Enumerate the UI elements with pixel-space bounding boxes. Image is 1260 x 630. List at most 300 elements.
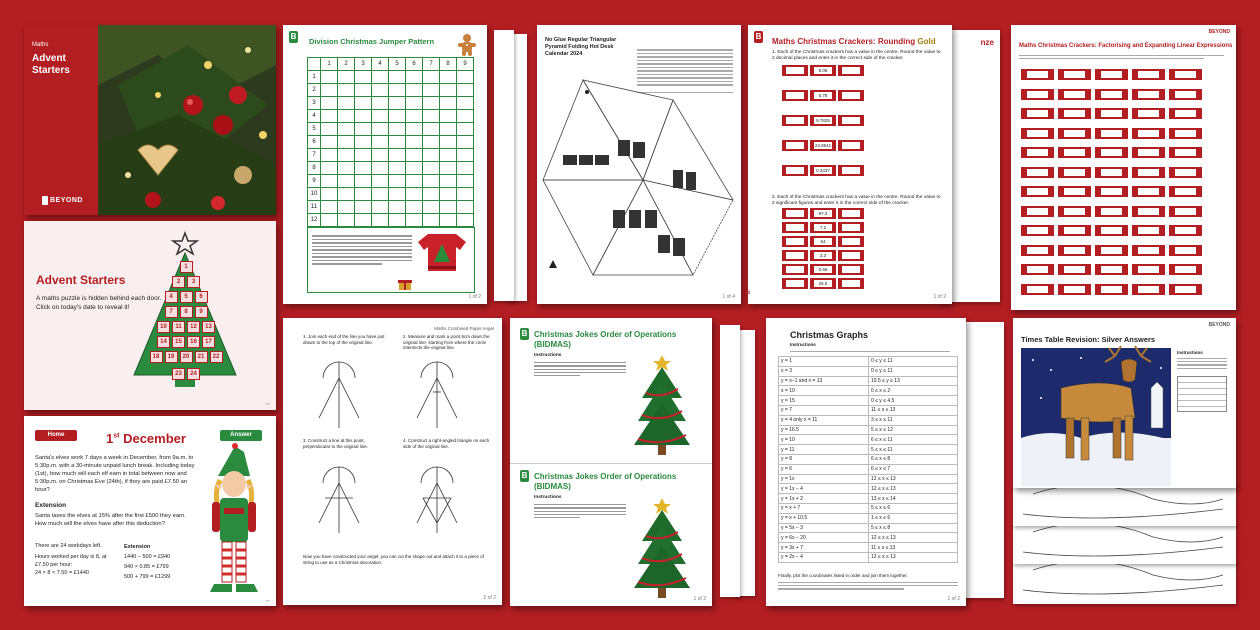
grid-col-header: 3: [355, 58, 372, 71]
grid-cell[interactable]: [406, 110, 423, 123]
factor-cracker[interactable]: [1058, 89, 1091, 100]
cover-slide[interactable]: [24, 25, 276, 215]
jumper-worksheet[interactable]: [283, 25, 487, 304]
factor-cracker[interactable]: [1132, 206, 1165, 217]
grid-cell[interactable]: [372, 214, 389, 227]
factor-cracker[interactable]: [1095, 108, 1128, 119]
cracker-answer-box[interactable]: [786, 266, 804, 273]
factor-cracker-row: [1021, 69, 1202, 80]
grid-row-header: 8: [308, 162, 321, 175]
factor-cracker[interactable]: [1021, 225, 1054, 236]
grid-cell[interactable]: [406, 175, 423, 188]
grid-cell[interactable]: [389, 110, 406, 123]
factor-cracker[interactable]: [1021, 128, 1054, 139]
factor-cracker[interactable]: [1021, 69, 1054, 80]
factor-cracker-row: [1021, 128, 1202, 139]
grid-cell[interactable]: [338, 175, 355, 188]
grid-cell[interactable]: [321, 84, 338, 97]
grid-cell[interactable]: [406, 84, 423, 97]
factor-cracker[interactable]: [1169, 167, 1202, 178]
grid-cell[interactable]: [355, 123, 372, 136]
grid-cell[interactable]: [355, 110, 372, 123]
grid-cell[interactable]: [389, 214, 406, 227]
grid-cell[interactable]: [321, 201, 338, 214]
cracker[interactable]: [782, 278, 808, 289]
cracker[interactable]: [838, 208, 864, 219]
cracker[interactable]: [782, 208, 808, 219]
grid-cell[interactable]: [355, 136, 372, 149]
grid-cell[interactable]: [457, 188, 474, 201]
cracker-answer-box[interactable]: [786, 224, 804, 231]
factor-cracker[interactable]: [1058, 167, 1091, 178]
cracker-answer-box[interactable]: [786, 117, 804, 124]
graphs-range: 11 ≤ x ≤ 13: [869, 405, 958, 415]
grid-cell[interactable]: [440, 149, 457, 162]
cracker-answer-box[interactable]: [842, 92, 860, 99]
factor-cracker[interactable]: [1058, 128, 1091, 139]
grid-cell[interactable]: [389, 71, 406, 84]
cracker-answer-box[interactable]: [842, 252, 860, 259]
pyramid-net: [543, 60, 735, 290]
grid-cell[interactable]: [321, 123, 338, 136]
grid-cell[interactable]: [440, 97, 457, 110]
grid-col-header: 5: [389, 58, 406, 71]
cracker-answer-box[interactable]: [786, 280, 804, 287]
factor-cracker[interactable]: [1095, 69, 1128, 80]
grid-cell[interactable]: [372, 188, 389, 201]
cracker[interactable]: [838, 250, 864, 261]
advent-door[interactable]: 12: [187, 321, 200, 333]
cracker-answer-box[interactable]: [786, 92, 804, 99]
advent-door[interactable]: 10: [157, 321, 170, 333]
cracker-answer-box[interactable]: [842, 224, 860, 231]
grid-cell[interactable]: [355, 162, 372, 175]
graphs-row: [779, 415, 958, 425]
graphs-range: 10.5 ≤ y ≤ 13: [869, 376, 958, 386]
graphs-equation: y = 2x − 4: [779, 552, 869, 562]
december-title-num: 1: [106, 431, 114, 446]
grid-cell[interactable]: [355, 175, 372, 188]
grid-cell[interactable]: [406, 149, 423, 162]
graphs-equation: y = 7: [779, 405, 869, 415]
grid-cell[interactable]: [372, 71, 389, 84]
cracker[interactable]: [782, 140, 808, 151]
graphs-row: [779, 405, 958, 415]
grid-cell[interactable]: [389, 162, 406, 175]
factor-cracker[interactable]: [1132, 245, 1165, 256]
grid-cell[interactable]: [423, 175, 440, 188]
factor-cracker[interactable]: [1132, 128, 1165, 139]
grid-cell[interactable]: [355, 201, 372, 214]
grid-cell[interactable]: [423, 162, 440, 175]
answer-button[interactable]: Answer: [220, 430, 262, 441]
factor-cracker[interactable]: [1095, 128, 1128, 139]
jokes-worksheet[interactable]: [510, 318, 712, 606]
grid-cell[interactable]: [423, 214, 440, 227]
factor-cracker[interactable]: [1058, 225, 1091, 236]
factor-cracker[interactable]: [1132, 167, 1165, 178]
factor-cracker[interactable]: [1169, 128, 1202, 139]
grid-cell[interactable]: [389, 175, 406, 188]
cracker[interactable]: [782, 222, 808, 233]
grid-cell[interactable]: [372, 162, 389, 175]
cracker[interactable]: [782, 236, 808, 247]
page-number: 1 of 2: [693, 596, 706, 602]
factor-cracker[interactable]: [1058, 284, 1091, 295]
grid-cell[interactable]: [457, 110, 474, 123]
grid-cell[interactable]: [423, 136, 440, 149]
grid-cell[interactable]: [321, 149, 338, 162]
factor-cracker[interactable]: [1021, 89, 1054, 100]
grid-cell[interactable]: [338, 214, 355, 227]
advent-door[interactable]: 7: [165, 306, 178, 318]
grid-cell[interactable]: [440, 201, 457, 214]
factor-cracker[interactable]: [1021, 108, 1054, 119]
cracker-answer-box[interactable]: [842, 117, 860, 124]
graphs-range: 5 ≤ x ≤ 6: [869, 503, 958, 513]
grid-cell[interactable]: [406, 97, 423, 110]
advent-door[interactable]: 16: [187, 336, 200, 348]
advent-door[interactable]: 11: [172, 321, 185, 333]
graphs-worksheet[interactable]: [766, 318, 966, 606]
grid-cell[interactable]: [338, 162, 355, 175]
advent-door[interactable]: 17: [202, 336, 215, 348]
factor-cracker[interactable]: [1132, 186, 1165, 197]
factor-cracker[interactable]: [1021, 264, 1054, 275]
cracker-answer-box[interactable]: [842, 167, 860, 174]
grid-cell[interactable]: [321, 136, 338, 149]
grid-cell[interactable]: [440, 175, 457, 188]
graphs-range: 5 ≤ x ≤ 12: [869, 425, 958, 435]
grid-cell[interactable]: [372, 97, 389, 110]
cracker-answer-box[interactable]: [842, 280, 860, 287]
grid-cell[interactable]: [406, 123, 423, 136]
grid-cell[interactable]: [406, 188, 423, 201]
factor-cracker[interactable]: [1169, 206, 1202, 217]
cracker-answer-box[interactable]: [842, 210, 860, 217]
grid-cell[interactable]: [372, 110, 389, 123]
factor-cracker[interactable]: [1169, 186, 1202, 197]
factor-cracker[interactable]: [1021, 206, 1054, 217]
factor-cracker[interactable]: [1058, 186, 1091, 197]
cracker-answer-box[interactable]: [786, 238, 804, 245]
cracker[interactable]: [782, 264, 808, 275]
factor-cracker[interactable]: [1095, 167, 1128, 178]
calendar-worksheet[interactable]: [537, 25, 741, 304]
grid-cell[interactable]: [321, 214, 338, 227]
grid-cell[interactable]: [338, 84, 355, 97]
grid-cell[interactable]: [457, 71, 474, 84]
factor-cracker[interactable]: [1169, 225, 1202, 236]
cracker[interactable]: [838, 90, 864, 101]
cracker-answer-box[interactable]: [786, 67, 804, 74]
factor-cracker[interactable]: [1169, 108, 1202, 119]
grid-cell[interactable]: [406, 71, 423, 84]
advent-door[interactable]: 23: [172, 368, 185, 380]
cracker[interactable]: [782, 250, 808, 261]
grid-cell[interactable]: [372, 136, 389, 149]
grid-cell[interactable]: [389, 123, 406, 136]
factor-cracker[interactable]: [1132, 69, 1165, 80]
grid-cell[interactable]: [406, 162, 423, 175]
factor-cracker[interactable]: [1095, 89, 1128, 100]
cracker[interactable]: [838, 65, 864, 76]
angel-step-4: 4. Construct a right-angled triangle on each side of the original line.: [403, 438, 490, 449]
grid-cell[interactable]: [423, 123, 440, 136]
grid-cell[interactable]: [457, 214, 474, 227]
grid-cell[interactable]: [389, 201, 406, 214]
advent-door[interactable]: 2: [172, 276, 185, 288]
graphs-range: 11 ≤ x ≤ 13: [869, 543, 958, 553]
reindeer-outline: [1013, 522, 1236, 564]
cracker-answer-box[interactable]: [842, 67, 860, 74]
grid-cell[interactable]: [338, 110, 355, 123]
factor-cracker[interactable]: [1058, 264, 1091, 275]
cracker[interactable]: [838, 264, 864, 275]
rounding-worksheet[interactable]: [748, 25, 952, 304]
graphs-range: 0 ≤ y ≤ 11: [869, 366, 958, 376]
grid-cell[interactable]: [355, 149, 372, 162]
grid-cell[interactable]: [372, 84, 389, 97]
cracker[interactable]: [838, 278, 864, 289]
grid-cell[interactable]: [338, 149, 355, 162]
cracker-row: [782, 65, 872, 76]
advent-door[interactable]: 21: [195, 351, 208, 363]
factor-cracker[interactable]: [1095, 225, 1128, 236]
factor-cracker[interactable]: [1169, 284, 1202, 295]
factorising-crackers: [1021, 69, 1202, 303]
advent-door[interactable]: 24: [187, 368, 200, 380]
cracker-row: [782, 140, 872, 151]
grid-cell[interactable]: [457, 84, 474, 97]
grid-cell[interactable]: [389, 84, 406, 97]
advent-door[interactable]: 22: [210, 351, 223, 363]
factor-cracker[interactable]: [1095, 206, 1128, 217]
factor-cracker[interactable]: [1169, 245, 1202, 256]
grid-cell[interactable]: [338, 201, 355, 214]
cracker[interactable]: [838, 236, 864, 247]
cracker-answer-box[interactable]: [786, 210, 804, 217]
graphs-range: 6 ≤ x ≤ 7: [869, 464, 958, 474]
jokes-back-sheet-1: [720, 325, 740, 597]
grid-cell[interactable]: [440, 162, 457, 175]
factorising-worksheet[interactable]: [1011, 25, 1236, 310]
advent-door[interactable]: 8: [180, 306, 193, 318]
cracker[interactable]: [782, 165, 808, 176]
advent-starters-slide[interactable]: [24, 221, 276, 410]
grid-cell[interactable]: [440, 71, 457, 84]
grid-cell[interactable]: [355, 97, 372, 110]
cracker[interactable]: [838, 222, 864, 233]
graphs-row: [779, 503, 958, 513]
grid-cell[interactable]: [457, 149, 474, 162]
grid-cell[interactable]: [423, 71, 440, 84]
cracker-answer-box[interactable]: [786, 142, 804, 149]
grid-cell[interactable]: [440, 188, 457, 201]
grid-cell[interactable]: [355, 188, 372, 201]
advent-door[interactable]: 18: [150, 351, 163, 363]
grid-cell[interactable]: [440, 110, 457, 123]
factor-cracker[interactable]: [1058, 206, 1091, 217]
advent-door[interactable]: 15: [172, 336, 185, 348]
factor-cracker[interactable]: [1058, 245, 1091, 256]
factor-cracker[interactable]: [1169, 69, 1202, 80]
factor-cracker[interactable]: [1169, 264, 1202, 275]
grid-cell[interactable]: [372, 201, 389, 214]
cracker-answer-box[interactable]: [842, 238, 860, 245]
angel-step-1: 1. Join each end of the line you have just drawn to the top of the original line.: [303, 334, 385, 345]
december-slide[interactable]: [24, 416, 276, 606]
advent-door[interactable]: 20: [180, 351, 193, 363]
factor-cracker[interactable]: [1132, 284, 1165, 295]
grid-cell[interactable]: [355, 84, 372, 97]
cracker[interactable]: [782, 90, 808, 101]
grid-cell[interactable]: [355, 214, 372, 227]
graphs-row: [779, 464, 958, 474]
factor-cracker[interactable]: [1058, 69, 1091, 80]
grid-cell[interactable]: [321, 71, 338, 84]
grid-cell[interactable]: [440, 214, 457, 227]
page-number: 1 of 2: [933, 294, 946, 300]
angel-step-3: 3. Construct a line at this point, perpendicular to the original line.: [303, 438, 369, 449]
grid-cell[interactable]: [338, 71, 355, 84]
factor-cracker[interactable]: [1132, 225, 1165, 236]
grid-cell[interactable]: [457, 97, 474, 110]
factor-cracker[interactable]: [1021, 167, 1054, 178]
factor-cracker[interactable]: [1021, 245, 1054, 256]
angel-worksheet[interactable]: [283, 318, 502, 605]
workings-right-2: 940 × 0.85 = £799: [124, 564, 169, 570]
grid-cell[interactable]: [423, 97, 440, 110]
cracker[interactable]: [838, 165, 864, 176]
grid-cell[interactable]: [457, 136, 474, 149]
home-button[interactable]: Home: [35, 430, 77, 441]
factor-cracker[interactable]: [1169, 147, 1202, 158]
grid-cell[interactable]: [423, 149, 440, 162]
graphs-instruction-line: [790, 349, 950, 354]
grid-cell[interactable]: [457, 175, 474, 188]
december-title: [106, 431, 186, 446]
advent-door[interactable]: 5: [180, 291, 193, 303]
grid-cell[interactable]: [406, 136, 423, 149]
grid-row-header: 3: [308, 97, 321, 110]
cracker-answer-box[interactable]: [842, 266, 860, 273]
christmas-tree-icon: [632, 353, 692, 458]
grid-cell[interactable]: [440, 123, 457, 136]
grid-cell[interactable]: [423, 188, 440, 201]
grid-cell[interactable]: [457, 123, 474, 136]
advent-door[interactable]: 19: [165, 351, 178, 363]
advent-door[interactable]: 14: [157, 336, 170, 348]
cracker[interactable]: [782, 65, 808, 76]
grid-cell[interactable]: [338, 188, 355, 201]
cracker-answer-box[interactable]: [786, 167, 804, 174]
grid-cell[interactable]: [389, 97, 406, 110]
factor-cracker[interactable]: [1095, 245, 1128, 256]
grid-cell[interactable]: [406, 201, 423, 214]
factorising-brand: BEYOND: [1208, 29, 1230, 35]
grid-cell[interactable]: [321, 110, 338, 123]
elf-illustration: [200, 446, 270, 601]
cracker[interactable]: [838, 115, 864, 126]
grid-cell[interactable]: [372, 149, 389, 162]
grid-cell[interactable]: [355, 71, 372, 84]
factor-cracker[interactable]: [1095, 284, 1128, 295]
advent-door[interactable]: 4: [165, 291, 178, 303]
beyond-footer-logo: B: [746, 290, 752, 294]
grid-cell[interactable]: [321, 175, 338, 188]
grid-cell[interactable]: [389, 136, 406, 149]
factor-cracker[interactable]: [1132, 264, 1165, 275]
grid-cell[interactable]: [321, 97, 338, 110]
factor-cracker[interactable]: [1021, 284, 1054, 295]
grid-cell[interactable]: [338, 136, 355, 149]
times-title: Times Table Revision: Silver Answers: [1021, 335, 1156, 344]
cracker[interactable]: [782, 115, 808, 126]
grid-cell[interactable]: [440, 84, 457, 97]
factor-cracker[interactable]: [1132, 147, 1165, 158]
advent-door[interactable]: 3: [187, 276, 200, 288]
cracker[interactable]: [838, 140, 864, 151]
grid-cell[interactable]: [423, 201, 440, 214]
grid-cell[interactable]: [321, 188, 338, 201]
grid-cell[interactable]: [389, 149, 406, 162]
gingerbread-icon: [456, 33, 478, 57]
grid-cell[interactable]: [372, 123, 389, 136]
factor-cracker[interactable]: [1058, 108, 1091, 119]
advent-line1: A maths puzzle is hidden behind each door.: [36, 295, 162, 302]
cracker-row: [782, 278, 872, 289]
cracker-answer-box[interactable]: [842, 142, 860, 149]
grid-cell[interactable]: [321, 162, 338, 175]
factor-cracker[interactable]: [1095, 147, 1128, 158]
grid-cell[interactable]: [406, 214, 423, 227]
grid-cell[interactable]: [338, 97, 355, 110]
grid-cell[interactable]: [423, 110, 440, 123]
factor-cracker[interactable]: [1095, 264, 1128, 275]
jumper-grid[interactable]: [307, 57, 474, 227]
factor-cracker[interactable]: [1132, 108, 1165, 119]
advent-door[interactable]: 13: [202, 321, 215, 333]
grid-cell[interactable]: [372, 175, 389, 188]
jokes-title-2: Christmas Jokes Order of Operations (BIDMAS): [534, 472, 677, 491]
factor-cracker[interactable]: [1095, 186, 1128, 197]
grid-cell[interactable]: [440, 136, 457, 149]
graphs-equation: y = 16.5: [779, 425, 869, 435]
graphs-row: [779, 454, 958, 464]
graphs-range: 13 ≤ x ≤ 14: [869, 494, 958, 504]
factor-cracker[interactable]: [1058, 147, 1091, 158]
grid-cell[interactable]: [389, 188, 406, 201]
grid-col-header: 1: [321, 58, 338, 71]
factor-cracker[interactable]: [1169, 89, 1202, 100]
grid-cell[interactable]: [457, 201, 474, 214]
times-table-worksheet[interactable]: [1013, 318, 1236, 488]
cracker-answer-box[interactable]: [786, 252, 804, 259]
advent-door[interactable]: 9: [195, 306, 208, 318]
advent-door[interactable]: 1: [180, 261, 193, 273]
grid-cell[interactable]: [457, 162, 474, 175]
graphs-row: [779, 533, 958, 543]
grid-cell[interactable]: [338, 123, 355, 136]
grid-cell[interactable]: [423, 84, 440, 97]
beyond-logo-mark: [42, 196, 48, 205]
factor-cracker[interactable]: [1132, 89, 1165, 100]
advent-door[interactable]: 6: [195, 291, 208, 303]
factor-cracker[interactable]: [1021, 186, 1054, 197]
december-question: Santa's elves work 7 days a week in December, from 9a.m. to 5:30p.m. with a 30-minute unpaid lunch break. Including today (1st), how much will each elf earn in total between now and 5:30p.m. on Christmas Eve (24th), if they are paid £7.50 an hour?: [35, 455, 195, 493]
factor-cracker[interactable]: [1021, 147, 1054, 158]
